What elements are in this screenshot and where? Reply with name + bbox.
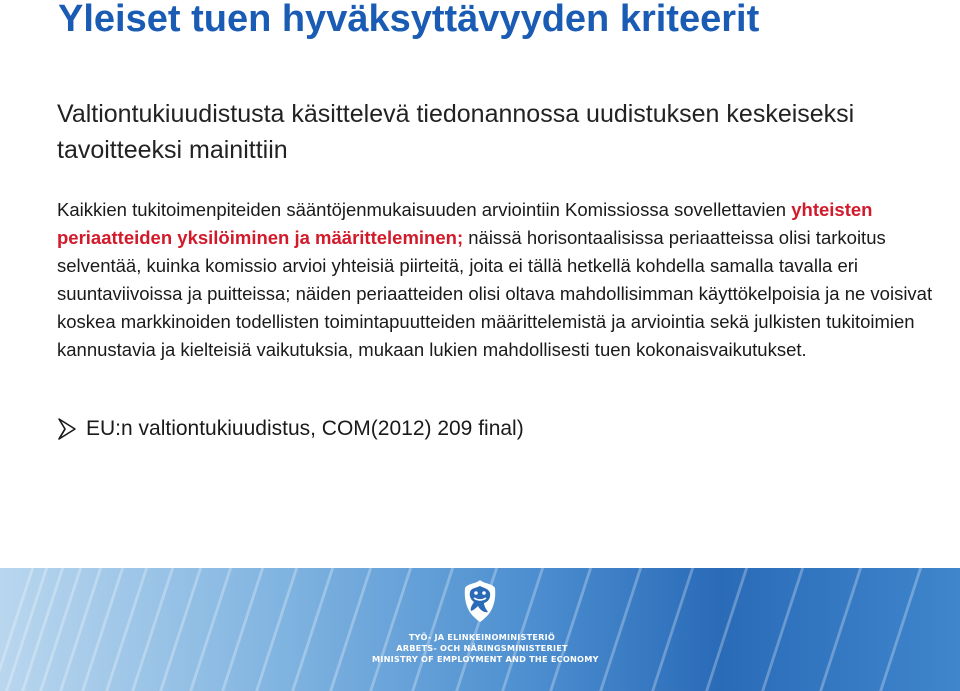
- reference-bullet: [57, 417, 524, 441]
- slide-title: Yleiset tuen hyväksyttävyyden kriteerit: [58, 0, 760, 40]
- slide-subtitle: Valtiontukiuudistusta käsittelevä tiedonannossa uudistuksen keskeiseksi tavoitteeksi mainittiin: [57, 100, 855, 164]
- ministry-lion-emblem-icon: [462, 578, 498, 624]
- emphasized-text: yhteisten periaatteiden yksilöiminen ja määritteleminen;: [57, 199, 873, 248]
- ministry-name-text: [372, 632, 599, 665]
- ministry-name-swedish: ARBETS- OCH NÄRINGSMINISTERIET: [396, 643, 568, 653]
- ministry-name-english: MINISTRY OF EMPLOYMENT AND THE ECONOMY: [372, 654, 599, 664]
- arrowhead-bullet-icon: [57, 417, 77, 441]
- reference-text: EU:n valtiontukiuudistus, COM(2012) 209 final): [86, 417, 524, 440]
- body-paragraph: [57, 196, 937, 364]
- ministry-name-finnish: TYÖ- JA ELINKEINOMINISTERIÖ: [408, 632, 556, 642]
- paragraph-rest-text: näissä horisontaalisissa periaatteissa olisi tarkoitus selventää, kuinka komissio arvioi yhteisiä piirteitä, joita ei tällä hetkellä kohdella samalla tavalla eri suuntaviivoissa ja puitteissa; näiden periaatteiden olisi oltava mahdollisimman käyttökelpoisia ja ne voisivat koskea markkinoiden todellisten toimintapuutteiden määrittelemistä ja arviointia sekä julkisten tukitoimien kannustavia ja kielteisiä vaikutuksia, mukaan lukien mahdollisesti tuen kokonaisvaikutukset.: [57, 227, 933, 360]
- paragraph-lead-text: Kaikkien tukitoimenpiteiden sääntöjenmukaisuuden arviointiin Komissiossa sovellettavien: [57, 199, 792, 220]
